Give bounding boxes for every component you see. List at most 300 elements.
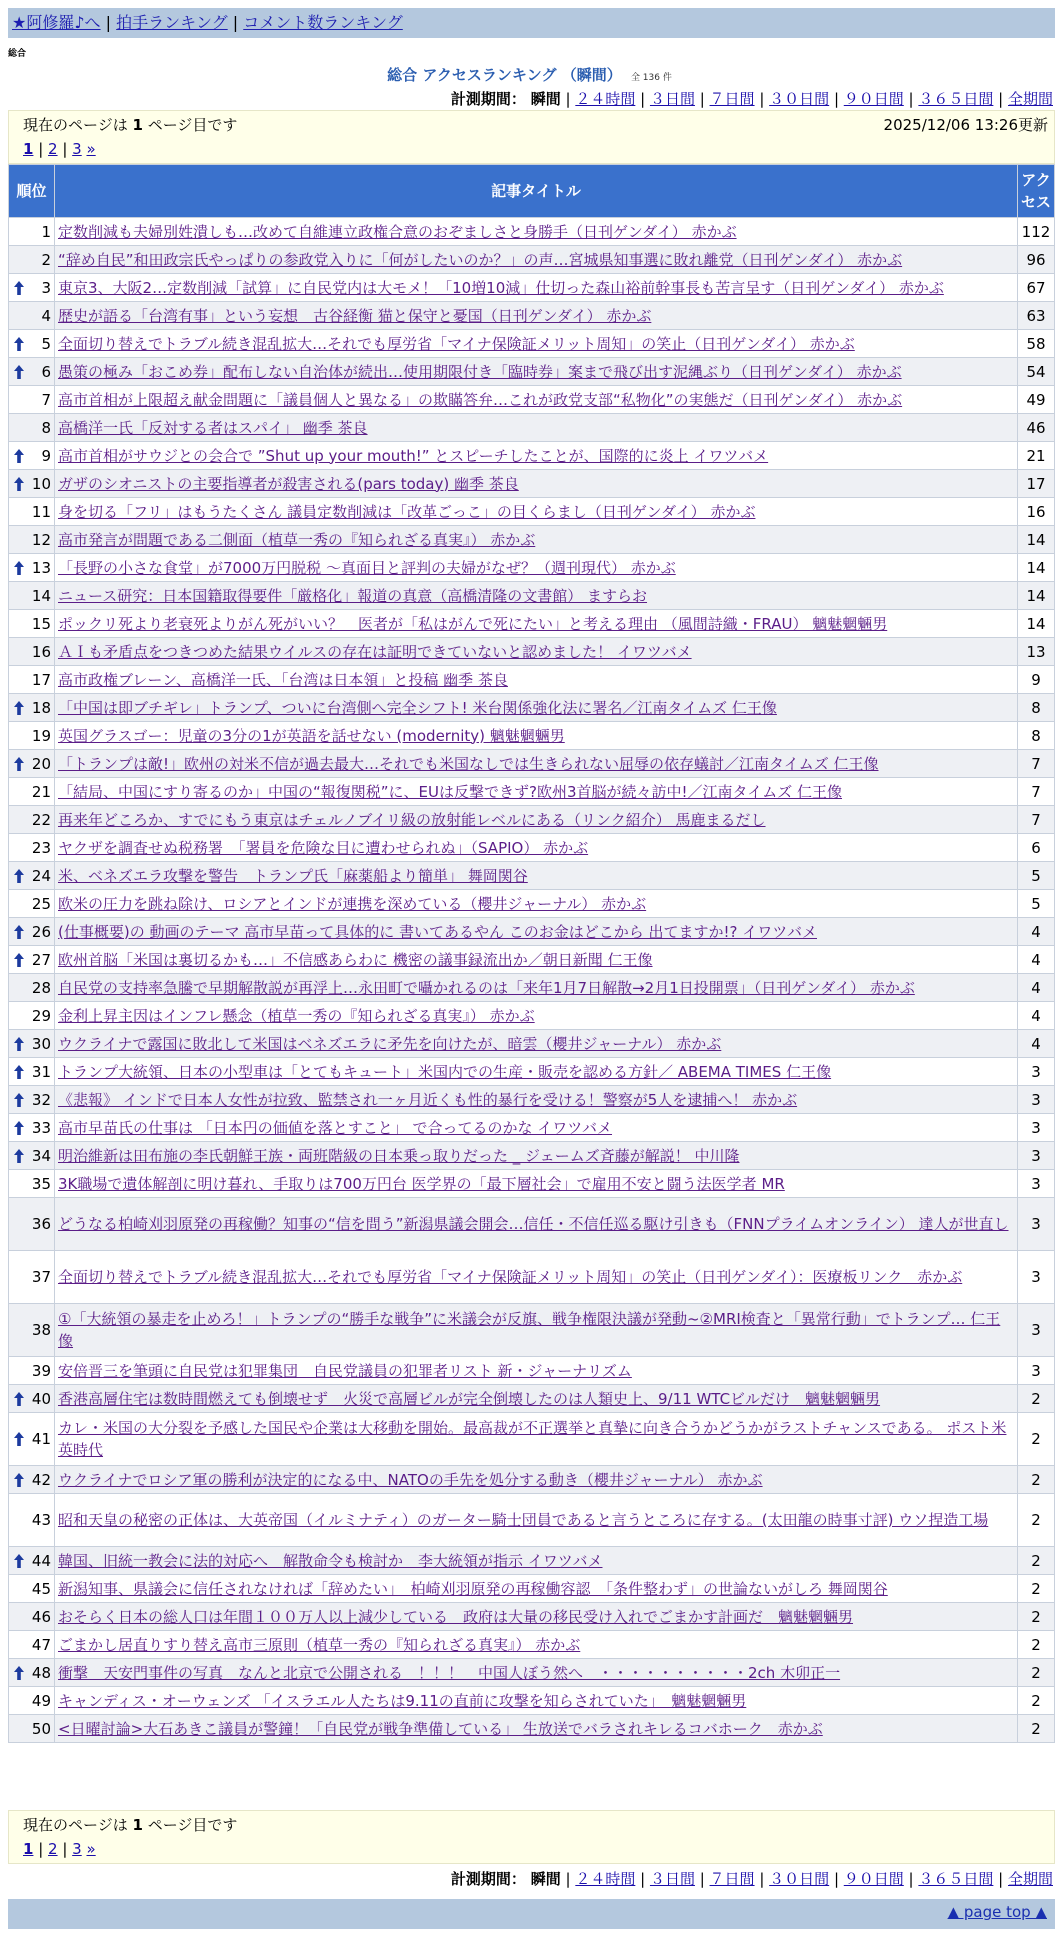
table-row (9, 1002, 1055, 1030)
rank-number: 34 (31, 1146, 51, 1165)
access-count: 2 (1018, 1494, 1055, 1547)
table-row (9, 1603, 1055, 1631)
rank-number: 20 (31, 754, 51, 773)
article-title-link[interactable]: 金利上昇主因はインフレ懸念（植草一秀の『知られざる真実』） 赤かぶ (58, 1006, 535, 1025)
rank-up-arrow-icon (13, 756, 25, 772)
article-title-link[interactable]: 米、ベネズエラ攻撃を警告 トランプ氏「麻薬船より簡単」 舞岡関谷 (58, 866, 528, 885)
page-link-1[interactable]: 1 (23, 1840, 34, 1858)
access-count: 2 (1018, 1547, 1055, 1575)
article-title-link[interactable]: “辞め自民”和田政宗氏やっぱりの参政党入りに「何がしたいのか？」の声…宮城県知事選に敗れ離党（日刊ゲンダイ） 赤かぶ (58, 250, 903, 269)
title-cell (55, 750, 1018, 778)
rank-cell (9, 1603, 55, 1631)
page-link-3[interactable]: 3 (72, 1840, 82, 1858)
access-count: 4 (1018, 974, 1055, 1002)
rank-number: 18 (31, 698, 51, 717)
article-title-link[interactable]: ポックリ死より老衰死よりがん死がいい？ 医者が「私はがんで死にたい」と考える理由 （風間詩織・FRAU） 魑魅魍魎男 (58, 614, 888, 633)
article-title-link[interactable]: ＡＩも矛盾点をつきつめた結果ウイルスの存在は証明できていないと認めました！ イワツバメ (58, 642, 692, 661)
article-title-link[interactable]: 高市早苗氏の仕事は 「日本円の価値を落とすこと」 で合ってるのかな イワツバメ (58, 1118, 613, 1137)
access-count: 3 (1018, 1304, 1055, 1357)
rank-cell (9, 1631, 55, 1659)
rank-number: 32 (31, 1090, 51, 1109)
title-cell (55, 1002, 1018, 1030)
access-count: 13 (1018, 638, 1055, 666)
rank-number: 23 (31, 838, 51, 857)
page-link-1[interactable]: 1 (23, 140, 34, 158)
article-title-link[interactable]: どうなる柏崎刈羽原発の再稼働？知事の“信を問う”新潟県議会開会…信任・不信任巡る駆け引きも（FNNプライムオンライン） 達人が世直し (58, 1215, 1009, 1233)
page-link-2[interactable]: 2 (48, 1840, 58, 1858)
rank-cell (9, 666, 55, 694)
rank-cell (9, 414, 55, 442)
rank-cell (9, 302, 55, 330)
rank-number: 50 (31, 1719, 51, 1738)
rank-cell (9, 526, 55, 554)
table-row (9, 918, 1055, 946)
period-link-all[interactable]: 全期間 (1007, 90, 1053, 108)
table-row (9, 1385, 1055, 1413)
table-row (9, 750, 1055, 778)
title-cell (55, 1575, 1018, 1603)
access-count: 5 (1018, 890, 1055, 918)
article-title-link[interactable]: ウクライナでロシア軍の勝利が決定的になる中、NATOの手先を処分する動き（櫻井ジャーナル） 赤かぶ (58, 1470, 763, 1489)
period-link-24h[interactable]: ２４時間 (575, 1870, 636, 1888)
access-count: 3 (1018, 1058, 1055, 1086)
access-count: 8 (1018, 722, 1055, 750)
rank-cell (9, 218, 55, 246)
article-title-link[interactable]: カレ・米国の大分裂を予感した国民や企業は大移動を開始。最高裁が不正選挙と真摯に向き合うかどうかがラストチャンスである。 ポスト米英時代 (58, 1419, 1007, 1459)
article-title-link[interactable]: <日曜討論>大石あきこ議員が警鐘！「自民党が戦争準備している」 生放送でバラされキレるコバホーク 赤かぶ (58, 1719, 823, 1738)
rank-number: 17 (31, 670, 51, 689)
table-row (9, 1251, 1055, 1304)
total-count: 全 136 件 (630, 73, 672, 83)
access-count: 3 (1018, 1086, 1055, 1114)
article-title-link[interactable]: 歴史が語る「台湾有事」という妄想 古谷経衡 猫と保守と憂国（日刊ゲンダイ） 赤かぶ (58, 306, 652, 325)
title-cell (55, 1030, 1018, 1058)
article-title-link[interactable]: 《悲報》 インドで日本人女性が拉致、監禁され一ヶ月近くも性的暴行を受ける！警察が5人を逮捕へ！ 赤かぶ (58, 1090, 798, 1109)
access-count: 14 (1018, 610, 1055, 638)
period-link-30d[interactable]: ３０日間 (769, 90, 830, 108)
rank-number: 24 (31, 866, 51, 885)
article-title-link[interactable]: ①「大統領の暴走を止めろ！」トランプの“勝手な戦争”に米議会が反旗、戦争権限決議が発動~②MRI検査と「異常行動」でトランプ… 仁王像 (58, 1310, 1001, 1350)
period-link-90d[interactable]: ９０日間 (843, 1870, 904, 1888)
access-count: 3 (1018, 1114, 1055, 1142)
page-info-suffix: ページ目です (147, 1816, 238, 1834)
rank-cell (9, 1575, 55, 1603)
rank-number: 33 (31, 1118, 51, 1137)
access-count: 6 (1018, 834, 1055, 862)
rank-cell (9, 1687, 55, 1715)
access-header: アクセス (1018, 165, 1055, 218)
table-row (9, 358, 1055, 386)
table-row (9, 890, 1055, 918)
title-cell (55, 666, 1018, 694)
rank-number: 27 (31, 950, 51, 969)
article-title-link[interactable]: 昭和天皇の秘密の正体は、大英帝国（イルミナティ）のガーター騎士団員であると言うところに存する。(太田龍の時事寸評) ウソ捏造工場 (58, 1511, 989, 1529)
article-title-link[interactable]: 香港高層住宅は数時間燃えても倒壊せず 火災で高層ビルが完全倒壊したのは人類史上、9/11 WTCビルだけ 魑魅魍魎男 (58, 1389, 881, 1408)
article-title-link[interactable]: 全面切り替えでトラブル続き混乱拡大…それでも厚労省「マイナ保険証メリット周知」の笑止（日刊ゲンダイ）：医療板リンク 赤かぶ (58, 1268, 963, 1286)
rank-cell (9, 1002, 55, 1030)
article-title-link[interactable]: 新潟知事、県議会に信任されなければ「辞めたい」 柏崎刈羽原発の再稼働容認 「条件整わず」の世論ないがしろ 舞岡関谷 (58, 1579, 888, 1598)
table-row (9, 1687, 1055, 1715)
rank-number: 39 (31, 1361, 51, 1380)
article-title-link[interactable]: 安倍晋三を筆頭に自民党は犯罪集団 自民党議員の犯罪者リスト 新・ジャーナリズム (58, 1361, 632, 1380)
table-row (9, 582, 1055, 610)
title-cell (55, 1385, 1018, 1413)
article-title-link[interactable]: 英国グラスゴー：児童の3分の1が英語を話せない (modernity) 魑魅魍魎男 (58, 726, 565, 745)
article-title-link[interactable]: 愚策の極み「おこめ券」配布しない自治体が続出…使用期限付き「臨時券」案まで飛び出す泥縄ぶり（日刊ゲンダイ） 赤かぶ (58, 362, 902, 381)
rank-cell (9, 694, 55, 722)
title-cell (55, 274, 1018, 302)
table-row (9, 1030, 1055, 1058)
access-count: 4 (1018, 946, 1055, 974)
rank-cell (9, 1466, 55, 1494)
title-header: 記事タイトル (55, 165, 1018, 218)
pagination: 1 | 2 | 3 » (23, 140, 96, 158)
table-row (9, 1114, 1055, 1142)
rank-cell (9, 358, 55, 386)
access-count: 4 (1018, 1002, 1055, 1030)
period-current: 瞬間 (530, 90, 561, 108)
rank-up-arrow-icon (13, 448, 25, 464)
table-row (9, 274, 1055, 302)
article-title-link[interactable]: 高市政権ブレーン、高橋洋一氏、「台湾は日本領」と投稿 幽季 茶良 (58, 670, 508, 689)
article-title-link[interactable]: 全面切り替えでトラブル続き混乱拡大…それでも厚労省「マイナ保険証メリット周知」の笑止（日刊ゲンダイ） 赤かぶ (58, 334, 855, 353)
title-cell (55, 1058, 1018, 1086)
title-cell (55, 442, 1018, 470)
table-row (9, 638, 1055, 666)
title-cell (55, 862, 1018, 890)
access-count: 16 (1018, 498, 1055, 526)
page-link-3[interactable]: 3 (72, 140, 82, 158)
table-row (9, 1659, 1055, 1687)
rank-number: 15 (31, 614, 51, 633)
rank-cell (9, 1547, 55, 1575)
rank-number: 11 (31, 502, 51, 521)
table-row (9, 946, 1055, 974)
rank-number: 44 (31, 1551, 51, 1570)
access-count: 96 (1018, 246, 1055, 274)
title-cell (55, 1715, 1018, 1743)
rank-up-arrow-icon (13, 868, 25, 884)
article-title-link[interactable]: 「トランプは敵!」欧州の対米不信が過去最大…それでも米国なしでは生きられない屈辱の依存蟻討／江南タイムズ 仁王像 (58, 754, 879, 773)
period-current: 瞬間 (530, 1870, 561, 1888)
title-cell (55, 778, 1018, 806)
next-page-link[interactable]: » (86, 140, 96, 158)
table-row (9, 1575, 1055, 1603)
rank-cell (9, 1251, 55, 1304)
rank-number: 31 (31, 1062, 51, 1081)
table-row (9, 386, 1055, 414)
rank-cell (9, 750, 55, 778)
rank-up-arrow-icon (13, 952, 25, 968)
article-title-link[interactable]: 明治維新は田布施の李氏朝鮮王族・両班階級の日本乗っ取りだった _ ジェームズ斉藤が解説！ 中川隆 (58, 1146, 740, 1165)
rank-cell (9, 330, 55, 358)
access-count: 3 (1018, 1170, 1055, 1198)
title-cell (55, 302, 1018, 330)
access-count: 67 (1018, 274, 1055, 302)
table-row (9, 246, 1055, 274)
rank-cell (9, 1357, 55, 1385)
rank-up-arrow-icon (13, 1148, 25, 1164)
table-row (9, 470, 1055, 498)
page-info-current: 1 (132, 116, 143, 134)
page-info-top (8, 110, 1055, 164)
top-nav-bar (8, 8, 1055, 38)
rank-cell (9, 806, 55, 834)
table-row (9, 1715, 1055, 1743)
rank-up-arrow-icon (13, 1665, 25, 1681)
home-link[interactable]: ★阿修羅♪へ (12, 13, 101, 32)
table-row (9, 1631, 1055, 1659)
page-info-current: 1 (132, 1816, 143, 1834)
table-row (9, 1413, 1055, 1466)
rank-number: 6 (41, 362, 51, 381)
access-count: 58 (1018, 330, 1055, 358)
period-selector-bottom: 計測期間： 瞬間 | ２４時間 | ３日間 | ７日間 | ３０日間 | ９０日間 | ３６５日間 | 全期間 (450, 1870, 1053, 1888)
table-header-row (9, 165, 1055, 218)
rank-cell (9, 638, 55, 666)
table-row (9, 1142, 1055, 1170)
title-cell (55, 806, 1018, 834)
article-title-link[interactable]: ガザのシオニストの主要指導者が殺害される(pars today) 幽季 茶良 (58, 474, 519, 493)
rank-cell (9, 778, 55, 806)
rank-cell (9, 722, 55, 750)
title-cell (55, 1251, 1018, 1304)
title-cell (55, 1466, 1018, 1494)
category-label: 総合 (8, 49, 27, 59)
table-row (9, 722, 1055, 750)
bottom-bar (8, 1899, 1055, 1929)
rank-cell (9, 1659, 55, 1687)
period-link-7d[interactable]: ７日間 (709, 90, 755, 108)
rank-number: 36 (31, 1215, 51, 1233)
access-count: 2 (1018, 1715, 1055, 1743)
article-title-link[interactable]: 「結局、中国にすり寄るのか」中国の“報復関税”に、EUは反撃できず?欧州3首脳が続々訪中!／江南タイムズ 仁王像 (58, 782, 842, 801)
period-link-7d[interactable]: ７日間 (709, 1870, 755, 1888)
period-link-all[interactable]: 全期間 (1007, 1870, 1053, 1888)
table-row (9, 1304, 1055, 1357)
rank-number: 19 (31, 726, 51, 745)
access-count: 112 (1018, 218, 1055, 246)
article-title-link[interactable]: ごまかし居直りすり替え高市三原則（植草一秀の『知られざる真実』） 赤かぶ (58, 1635, 581, 1654)
access-count: 2 (1018, 1631, 1055, 1659)
title-cell (55, 1631, 1018, 1659)
access-count: 54 (1018, 358, 1055, 386)
article-title-link[interactable]: 高市発言が問題である二側面（植草一秀の『知られざる真実』） 赤かぶ (58, 530, 536, 549)
article-title-link[interactable]: ニュース研究：日本国籍取得要件「厳格化」報道の真意（高橋清隆の文書館） ますらお (58, 586, 648, 605)
access-count: 3 (1018, 1357, 1055, 1385)
rank-number: 41 (31, 1430, 51, 1448)
rank-up-arrow-icon (13, 336, 25, 352)
page-info-suffix: ページ目です (147, 116, 238, 134)
article-title-link[interactable]: 高市首相がサウジとの会合で ”Shut up your mouth!” とスピーチしたことが、国際的に炎上 イワツバメ (58, 446, 769, 465)
title-cell (55, 694, 1018, 722)
title-cell (55, 358, 1018, 386)
article-title-link[interactable]: 欧州首脳「米国は裏切るかも…」不信感あらわに 機密の議事録流出か／朝日新聞 仁王像 (58, 950, 653, 969)
title-cell (55, 1198, 1018, 1251)
period-link-3d[interactable]: ３日間 (649, 1870, 695, 1888)
nav-separator: | (232, 13, 239, 32)
table-row (9, 974, 1055, 1002)
period-link-3d[interactable]: ３日間 (649, 90, 695, 108)
article-title-link[interactable]: ヤクザを調査せぬ税務署 「署員を危険な目に遭わせられぬ」（SAPIO） 赤かぶ (58, 838, 589, 857)
rank-number: 29 (31, 1006, 51, 1025)
article-title-link[interactable]: 再来年どころか、すでにもう東京はチェルノブイリ級の放射能レベルにある（リンク紹介） 馬鹿まるだし (58, 810, 766, 829)
title-cell (55, 414, 1018, 442)
article-title-link[interactable]: キャンディス・オーウェンズ 「イスラエル人たちは9.11の直前に攻撃を知らされていた」 魑魅魍魎男 (58, 1691, 747, 1710)
page-top-link[interactable]: ▲ page top ▲ (947, 1903, 1047, 1921)
rank-number: 26 (31, 922, 51, 941)
rank-cell (9, 1494, 55, 1547)
rank-number: 8 (41, 418, 51, 437)
pagination-bottom: 1 | 2 | 3 » (23, 1840, 96, 1858)
title-cell (55, 918, 1018, 946)
page-info-prefix: 現在のページは (23, 116, 128, 134)
rank-number: 3 (41, 278, 51, 297)
rank-cell (9, 1058, 55, 1086)
article-title-link[interactable]: 東京3、大阪2…定数削減「試算」に自民党内は大モメ！「10増10減」仕切った森山裕前幹事長も苦言呈す（日刊ゲンダイ） 赤かぶ (58, 278, 944, 297)
rank-number: 5 (41, 334, 51, 353)
period-link-30d[interactable]: ３０日間 (769, 1870, 830, 1888)
title-cell (55, 1547, 1018, 1575)
title-cell (55, 1413, 1018, 1466)
period-link-365d[interactable]: ３６５日間 (918, 1870, 994, 1888)
title-cell (55, 330, 1018, 358)
rank-cell (9, 1142, 55, 1170)
access-count: 3 (1018, 1142, 1055, 1170)
table-row (9, 330, 1055, 358)
rank-cell (9, 946, 55, 974)
period-selector-top: 計測期間： 瞬間 | ２４時間 | ３日間 | ７日間 | ３０日間 | ９０日間 | ３６５日間 | 全期間 (450, 90, 1053, 108)
period-link-365d[interactable]: ３６５日間 (918, 90, 994, 108)
period-label: 計測期間： (450, 90, 526, 108)
rank-up-arrow-icon (13, 1431, 25, 1447)
rank-number: 16 (31, 642, 51, 661)
rank-up-arrow-icon (13, 560, 25, 576)
title-cell (55, 526, 1018, 554)
page-link-2[interactable]: 2 (48, 140, 58, 158)
rank-number: 9 (41, 446, 51, 465)
rank-number: 47 (31, 1635, 51, 1654)
page-title (0, 64, 1059, 85)
rank-number: 46 (31, 1607, 51, 1626)
title-cell (55, 386, 1018, 414)
table-row (9, 778, 1055, 806)
access-count: 8 (1018, 694, 1055, 722)
title-cell (55, 218, 1018, 246)
rank-number: 30 (31, 1034, 51, 1053)
rank-number: 22 (31, 810, 51, 829)
article-title-link[interactable]: 高橋洋一氏「反対する者はスパイ」 幽季 茶良 (58, 418, 368, 437)
article-title-link[interactable]: 「中国は即ブチギレ」トランプ、ついに台湾側へ完全シフト! 米台関係強化法に署名／江南タイムズ 仁王像 (58, 698, 777, 717)
article-title-link[interactable]: 欧米の圧力を跳ね除け、ロシアとインドが連携を深めている（櫻井ジャーナル） 赤かぶ (58, 894, 647, 913)
title-cell (55, 722, 1018, 750)
rank-up-arrow-icon (13, 700, 25, 716)
table-row (9, 414, 1055, 442)
rank-number: 25 (31, 894, 51, 913)
table-row (9, 1198, 1055, 1251)
rank-cell (9, 862, 55, 890)
table-row (9, 1058, 1055, 1086)
rank-number: 42 (31, 1470, 51, 1489)
table-row (9, 1170, 1055, 1198)
access-count: 2 (1018, 1575, 1055, 1603)
title-cell (55, 1086, 1018, 1114)
article-title-link[interactable]: 3K職場で遺体解剖に明け暮れ、手取りは700万円台 医学界の「最下層社会」で雇用不安と闘う法医学者 MR (58, 1174, 785, 1193)
rank-cell (9, 1030, 55, 1058)
rank-number: 12 (31, 530, 51, 549)
rank-cell (9, 974, 55, 1002)
rank-number: 35 (31, 1174, 51, 1193)
article-title-link[interactable]: おそらく日本の総人口は年間１００万人以上減少している 政府は大量の移民受け入れでごまかす計画だ 魑魅魍魎男 (58, 1607, 854, 1626)
rank-cell (9, 442, 55, 470)
rank-cell (9, 1170, 55, 1198)
period-link-24h[interactable]: ２４時間 (575, 90, 636, 108)
title-cell (55, 890, 1018, 918)
access-count: 7 (1018, 778, 1055, 806)
access-count: 14 (1018, 526, 1055, 554)
title-cell (55, 974, 1018, 1002)
article-title-link[interactable]: 高市首相が上限超え献金問題に「議員個人と異なる」の欺瞞答弁…これが政党支部“私物化”の実態だ（日刊ゲンダイ） 赤かぶ (58, 390, 903, 409)
next-page-link[interactable]: » (86, 1840, 96, 1858)
rank-cell (9, 386, 55, 414)
access-count: 3 (1018, 1198, 1055, 1251)
rank-number: 13 (31, 558, 51, 577)
rank-cell (9, 610, 55, 638)
table-row (9, 806, 1055, 834)
title-cell (55, 834, 1018, 862)
rank-number: 14 (31, 586, 51, 605)
rank-up-arrow-icon (13, 924, 25, 940)
table-row (9, 218, 1055, 246)
access-count: 5 (1018, 862, 1055, 890)
title-cell (55, 1114, 1018, 1142)
title-cell (55, 1357, 1018, 1385)
article-title-link[interactable]: 「長野の小さな食堂」が7000万円脱税 〜真面目と評判の夫婦がなぜ？（週刊現代） 赤かぶ (58, 558, 676, 577)
table-row (9, 610, 1055, 638)
comment-ranking-link[interactable]: コメント数ランキング (243, 13, 403, 32)
article-title-link[interactable]: 身を切る「フリ」はもうたくさん 議員定数削減は「改革ごっこ」の目くらまし（日刊ゲンダイ） 赤かぶ (58, 502, 756, 521)
article-title-link[interactable]: 韓国、旧統一教会に法的対応へ 解散命令も検討か 李大統領が指示 イワツバメ (58, 1551, 603, 1570)
rank-cell (9, 1715, 55, 1743)
article-title-link[interactable]: 自民党の支持率急騰で早期解散説が再浮上…永田町で囁かれるのは「来年1月7日解散→2月1日投開票」（日刊ゲンダイ） 赤かぶ (58, 978, 915, 997)
article-title-link[interactable]: 定数削減も夫婦別姓潰しも…改めて自維連立政権合意のおぞましさと身勝手（日刊ゲンダイ） 赤かぶ (58, 222, 737, 241)
rank-cell (9, 918, 55, 946)
access-count: 4 (1018, 1030, 1055, 1058)
updated-timestamp: 2025/12/06 13:26更新 (883, 116, 1048, 134)
article-title-link[interactable]: ウクライナで露国に敗北して米国はベネズエラに矛先を向けたが、暗雲（櫻井ジャーナル） 赤かぶ (58, 1034, 722, 1053)
rank-cell (9, 834, 55, 862)
table-row (9, 442, 1055, 470)
title-cell (55, 1304, 1018, 1357)
rank-cell (9, 582, 55, 610)
article-title-link[interactable]: 衝撃 天安門事件の写真 なんと北京で公開される ！！！ 中国人ぼう然へ ・・・・・・・・・・2ch 木卯正一 (58, 1663, 841, 1682)
applause-ranking-link[interactable]: 拍手ランキング (116, 13, 228, 32)
rank-cell (9, 1304, 55, 1357)
page-info-prefix: 現在のページは (23, 1816, 128, 1834)
period-link-90d[interactable]: ９０日間 (843, 90, 904, 108)
page-info-bottom (8, 1810, 1055, 1864)
access-count: 2 (1018, 1659, 1055, 1687)
access-count: 9 (1018, 666, 1055, 694)
ranking-table-body (9, 218, 1055, 1743)
article-title-link[interactable]: トランプ大統領、日本の小型車は「とてもキュート」米国内での生産・販売を認める方針／ ABEMA TIMES 仁王像 (58, 1062, 832, 1081)
article-title-link[interactable]: (仕事概要)の 動画のテーマ 高市早苗って具体的に 書いてあるやん このお金はどこから 出てますか!? イワツバメ (58, 922, 817, 941)
access-count: 3 (1018, 1251, 1055, 1304)
title-cell (55, 1659, 1018, 1687)
table-row (9, 694, 1055, 722)
rank-number: 1 (41, 222, 51, 241)
rank-number: 38 (31, 1321, 51, 1339)
